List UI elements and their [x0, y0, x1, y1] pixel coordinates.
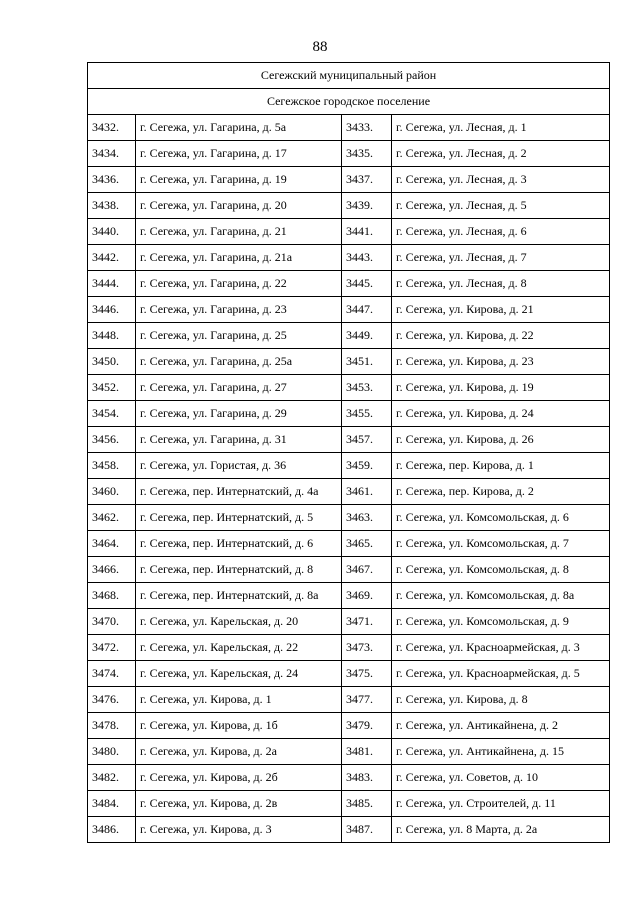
address-left: г. Сегежа, пер. Интернатский, д. 8 [136, 557, 342, 583]
entry-number-right: 3483. [342, 765, 392, 791]
table-row [88, 609, 610, 635]
entry-number-right: 3469. [342, 583, 392, 609]
table-row [88, 115, 610, 141]
table-row [88, 687, 610, 713]
address-left: г. Сегежа, ул. Карельская, д. 22 [136, 635, 342, 661]
settlement-name: Сегежское городское поселение [88, 89, 610, 115]
address-left: г. Сегежа, ул. Кирова, д. 3 [136, 817, 342, 843]
address-right: г. Сегежа, ул. Антикайнена, д. 15 [392, 739, 610, 765]
entry-number-left: 3432. [88, 115, 136, 141]
entry-number-right: 3453. [342, 375, 392, 401]
address-right: г. Сегежа, ул. Лесная, д. 7 [392, 245, 610, 271]
table-row [88, 167, 610, 193]
address-right: г. Сегежа, ул. Красноармейская, д. 5 [392, 661, 610, 687]
entry-number-right: 3475. [342, 661, 392, 687]
address-table [87, 62, 610, 843]
entry-number-right: 3441. [342, 219, 392, 245]
entry-number-left: 3444. [88, 271, 136, 297]
address-left: г. Сегежа, ул. Гагарина, д. 21а [136, 245, 342, 271]
address-right: г. Сегежа, пер. Кирова, д. 2 [392, 479, 610, 505]
address-left: г. Сегежа, ул. Карельская, д. 24 [136, 661, 342, 687]
entry-number-left: 3478. [88, 713, 136, 739]
address-left: г. Сегежа, ул. Гагарина, д. 20 [136, 193, 342, 219]
table-row [88, 193, 610, 219]
address-left: г. Сегежа, ул. Гагарина, д. 29 [136, 401, 342, 427]
table-row [88, 479, 610, 505]
page-number: 88 [312, 39, 328, 55]
table-row [88, 427, 610, 453]
entry-number-right: 3463. [342, 505, 392, 531]
address-left: г. Сегежа, ул. Кирова, д. 2а [136, 739, 342, 765]
address-left: г. Сегежа, ул. Гагарина, д. 21 [136, 219, 342, 245]
address-right: г. Сегежа, ул. Комсомольская, д. 7 [392, 531, 610, 557]
entry-number-left: 3468. [88, 583, 136, 609]
address-left: г. Сегежа, пер. Интернатский, д. 6 [136, 531, 342, 557]
entry-number-right: 3451. [342, 349, 392, 375]
address-right: г. Сегежа, ул. Кирова, д. 19 [392, 375, 610, 401]
entry-number-right: 3479. [342, 713, 392, 739]
address-right: г. Сегежа, ул. Лесная, д. 2 [392, 141, 610, 167]
entry-number-right: 3445. [342, 271, 392, 297]
address-left: г. Сегежа, ул. Кирова, д. 1б [136, 713, 342, 739]
entry-number-left: 3446. [88, 297, 136, 323]
address-right: г. Сегежа, ул. Кирова, д. 22 [392, 323, 610, 349]
entry-number-right: 3443. [342, 245, 392, 271]
address-left: г. Сегежа, ул. Карельская, д. 20 [136, 609, 342, 635]
entry-number-right: 3473. [342, 635, 392, 661]
entry-number-left: 3442. [88, 245, 136, 271]
address-left: г. Сегежа, пер. Интернатский, д. 4а [136, 479, 342, 505]
entry-number-left: 3458. [88, 453, 136, 479]
table-row [88, 739, 610, 765]
table-row [88, 453, 610, 479]
entry-number-right: 3437. [342, 167, 392, 193]
address-left: г. Сегежа, ул. Кирова, д. 2в [136, 791, 342, 817]
address-left: г. Сегежа, ул. Гагарина, д. 25а [136, 349, 342, 375]
entry-number-right: 3485. [342, 791, 392, 817]
address-left: г. Сегежа, ул. Кирова, д. 2б [136, 765, 342, 791]
address-right: г. Сегежа, ул. Лесная, д. 8 [392, 271, 610, 297]
address-table-body [88, 63, 610, 843]
entry-number-left: 3460. [88, 479, 136, 505]
address-right: г. Сегежа, ул. Кирова, д. 24 [392, 401, 610, 427]
settlement-header-row [88, 89, 610, 115]
address-right: г. Сегежа, ул. Комсомольская, д. 6 [392, 505, 610, 531]
address-left: г. Сегежа, ул. Гагарина, д. 27 [136, 375, 342, 401]
address-left: г. Сегежа, ул. Гористая, д. 36 [136, 453, 342, 479]
address-left: г. Сегежа, ул. Гагарина, д. 25 [136, 323, 342, 349]
district-name: Сегежский муниципальный район [88, 63, 610, 89]
entry-number-left: 3472. [88, 635, 136, 661]
address-right: г. Сегежа, ул. Кирова, д. 23 [392, 349, 610, 375]
address-right: г. Сегежа, ул. Советов, д. 10 [392, 765, 610, 791]
entry-number-right: 3487. [342, 817, 392, 843]
table-row [88, 219, 610, 245]
address-right: г. Сегежа, ул. Строителей, д. 11 [392, 791, 610, 817]
table-row [88, 349, 610, 375]
table-row [88, 635, 610, 661]
address-right: г. Сегежа, пер. Кирова, д. 1 [392, 453, 610, 479]
entry-number-left: 3476. [88, 687, 136, 713]
entry-number-right: 3471. [342, 609, 392, 635]
table-row [88, 531, 610, 557]
address-right: г. Сегежа, ул. Кирова, д. 26 [392, 427, 610, 453]
address-right: г. Сегежа, ул. 8 Марта, д. 2а [392, 817, 610, 843]
address-left: г. Сегежа, ул. Гагарина, д. 23 [136, 297, 342, 323]
entry-number-left: 3440. [88, 219, 136, 245]
table-row [88, 583, 610, 609]
table-row [88, 323, 610, 349]
table-row [88, 557, 610, 583]
entry-number-right: 3459. [342, 453, 392, 479]
table-row [88, 401, 610, 427]
entry-number-right: 3455. [342, 401, 392, 427]
table-row [88, 817, 610, 843]
address-right: г. Сегежа, ул. Лесная, д. 3 [392, 167, 610, 193]
address-right: г. Сегежа, ул. Антикайнена, д. 2 [392, 713, 610, 739]
entry-number-left: 3438. [88, 193, 136, 219]
table-row [88, 661, 610, 687]
table-row [88, 375, 610, 401]
address-right: г. Сегежа, ул. Кирова, д. 8 [392, 687, 610, 713]
address-right: г. Сегежа, ул. Лесная, д. 1 [392, 115, 610, 141]
address-left: г. Сегежа, ул. Гагарина, д. 17 [136, 141, 342, 167]
entry-number-right: 3435. [342, 141, 392, 167]
entry-number-right: 3467. [342, 557, 392, 583]
address-right: г. Сегежа, ул. Лесная, д. 6 [392, 219, 610, 245]
entry-number-left: 3448. [88, 323, 136, 349]
district-header-row [88, 63, 610, 89]
entry-number-right: 3449. [342, 323, 392, 349]
entry-number-right: 3461. [342, 479, 392, 505]
table-row [88, 505, 610, 531]
entry-number-right: 3477. [342, 687, 392, 713]
entry-number-left: 3434. [88, 141, 136, 167]
entry-number-right: 3457. [342, 427, 392, 453]
table-row [88, 141, 610, 167]
address-left: г. Сегежа, ул. Гагарина, д. 31 [136, 427, 342, 453]
address-left: г. Сегежа, ул. Гагарина, д. 22 [136, 271, 342, 297]
entry-number-right: 3447. [342, 297, 392, 323]
entry-number-left: 3474. [88, 661, 136, 687]
entry-number-right: 3481. [342, 739, 392, 765]
entry-number-left: 3484. [88, 791, 136, 817]
entry-number-left: 3482. [88, 765, 136, 791]
address-left: г. Сегежа, пер. Интернатский, д. 5 [136, 505, 342, 531]
entry-number-left: 3450. [88, 349, 136, 375]
entry-number-left: 3436. [88, 167, 136, 193]
table-row [88, 297, 610, 323]
address-right: г. Сегежа, ул. Комсомольская, д. 8а [392, 583, 610, 609]
entry-number-left: 3462. [88, 505, 136, 531]
entry-number-right: 3439. [342, 193, 392, 219]
address-right: г. Сегежа, ул. Комсомольская, д. 9 [392, 609, 610, 635]
entry-number-right: 3433. [342, 115, 392, 141]
address-right: г. Сегежа, ул. Красноармейская, д. 3 [392, 635, 610, 661]
entry-number-left: 3456. [88, 427, 136, 453]
table-row [88, 245, 610, 271]
entry-number-left: 3480. [88, 739, 136, 765]
address-right: г. Сегежа, ул. Лесная, д. 5 [392, 193, 610, 219]
entry-number-left: 3454. [88, 401, 136, 427]
address-right: г. Сегежа, ул. Комсомольская, д. 8 [392, 557, 610, 583]
table-row [88, 791, 610, 817]
table-row [88, 765, 610, 791]
table-row [88, 713, 610, 739]
address-left: г. Сегежа, ул. Кирова, д. 1 [136, 687, 342, 713]
entry-number-left: 3452. [88, 375, 136, 401]
address-left: г. Сегежа, ул. Гагарина, д. 19 [136, 167, 342, 193]
address-left: г. Сегежа, ул. Гагарина, д. 5а [136, 115, 342, 141]
table-row [88, 271, 610, 297]
entry-number-right: 3465. [342, 531, 392, 557]
entry-number-left: 3466. [88, 557, 136, 583]
entry-number-left: 3464. [88, 531, 136, 557]
entry-number-left: 3486. [88, 817, 136, 843]
entry-number-left: 3470. [88, 609, 136, 635]
address-left: г. Сегежа, пер. Интернатский, д. 8а [136, 583, 342, 609]
address-right: г. Сегежа, ул. Кирова, д. 21 [392, 297, 610, 323]
